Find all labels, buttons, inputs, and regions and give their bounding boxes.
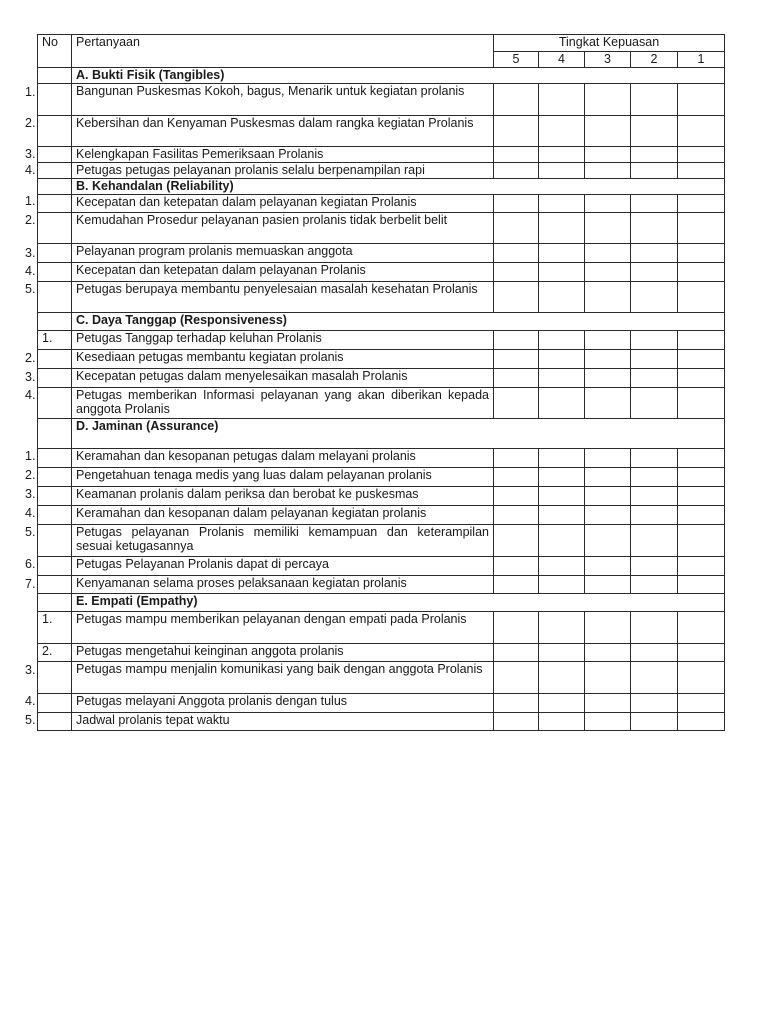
question-no-cell — [38, 644, 72, 662]
rating-cell-3[interactable] — [585, 350, 631, 369]
rating-cell-3[interactable] — [585, 195, 631, 213]
rating-cell-1[interactable] — [678, 331, 725, 350]
rating-cell-5[interactable] — [494, 557, 539, 576]
rating-cell-2[interactable] — [631, 557, 678, 576]
score-header-5: 5 — [494, 52, 539, 68]
question-no-cell — [38, 487, 72, 506]
header-no: No — [38, 35, 72, 68]
rating-cell-4[interactable] — [539, 116, 585, 147]
question-row — [38, 213, 725, 244]
section-row — [38, 179, 725, 195]
rating-cell-1[interactable] — [678, 350, 725, 369]
question-text: Petugas memberikan Informasi pelayanan yang akan diberikan kepada anggota Prolanis — [72, 388, 494, 419]
rating-cell-5[interactable] — [494, 487, 539, 506]
rating-cell-5[interactable] — [494, 506, 539, 525]
rating-cell-3[interactable] — [585, 213, 631, 244]
question-row — [38, 525, 725, 557]
rating-cell-2[interactable] — [631, 694, 678, 713]
question-no-cell — [38, 147, 72, 163]
question-no-cell — [38, 213, 72, 244]
question-row — [38, 116, 725, 147]
question-row — [38, 282, 725, 313]
rating-cell-4[interactable] — [539, 213, 585, 244]
question-row — [38, 84, 725, 116]
question-text: Keramahan dan kesopanan petugas dalam melayani prolanis — [72, 449, 494, 468]
rating-cell-5[interactable] — [494, 84, 539, 116]
section-row — [38, 419, 725, 449]
question-no-cell — [38, 506, 72, 525]
rating-cell-2[interactable] — [631, 244, 678, 263]
rating-cell-3[interactable] — [585, 506, 631, 525]
question-number: 4. — [25, 263, 36, 278]
rating-cell-5[interactable] — [494, 350, 539, 369]
rating-cell-5[interactable] — [494, 713, 539, 731]
rating-cell-3[interactable] — [585, 694, 631, 713]
rating-cell-4[interactable] — [539, 244, 585, 263]
rating-cell-5[interactable] — [494, 612, 539, 644]
question-text: Petugas mampu memberikan pelayanan dengan empati pada Prolanis — [72, 612, 494, 644]
question-row — [38, 331, 725, 350]
section-row — [38, 594, 725, 612]
question-row — [38, 163, 725, 179]
rating-cell-5[interactable] — [494, 388, 539, 419]
question-number: 3. — [25, 662, 36, 677]
rating-cell-2[interactable] — [631, 525, 678, 557]
rating-cell-2[interactable] — [631, 282, 678, 313]
section-no-cell — [38, 313, 72, 331]
question-text: Kesediaan petugas membantu kegiatan prolanis — [72, 350, 494, 369]
rating-cell-2[interactable] — [631, 662, 678, 694]
question-row — [38, 244, 725, 263]
section-row — [38, 68, 725, 84]
rating-cell-4[interactable] — [539, 388, 585, 419]
score-header-1: 1 — [678, 52, 725, 68]
rating-cell-1[interactable] — [678, 694, 725, 713]
question-text: Petugas berupaya membantu penyelesaian masalah kesehatan Prolanis — [72, 282, 494, 313]
question-no-cell — [38, 369, 72, 388]
rating-cell-3[interactable] — [585, 147, 631, 163]
rating-cell-2[interactable] — [631, 331, 678, 350]
question-no-cell — [38, 388, 72, 419]
question-number: 3. — [25, 369, 36, 384]
rating-cell-4[interactable] — [539, 694, 585, 713]
question-text: Kelengkapan Fasilitas Pemeriksaan Prolanis — [72, 147, 494, 163]
rating-cell-3[interactable] — [585, 487, 631, 506]
question-no-cell — [38, 163, 72, 179]
rating-cell-2[interactable] — [631, 163, 678, 179]
section-no-cell — [38, 594, 72, 612]
rating-cell-5[interactable] — [494, 468, 539, 487]
question-number: 5. — [25, 281, 36, 296]
rating-cell-2[interactable] — [631, 263, 678, 282]
rating-cell-1[interactable] — [678, 468, 725, 487]
rating-cell-5[interactable] — [494, 449, 539, 468]
question-text: Petugas Pelayanan Prolanis dapat di percaya — [72, 557, 494, 576]
question-no-cell — [38, 84, 72, 116]
rating-cell-1[interactable] — [678, 388, 725, 419]
rating-cell-1[interactable] — [678, 244, 725, 263]
rating-cell-1[interactable] — [678, 612, 725, 644]
question-text: Bangunan Puskesmas Kokoh, bagus, Menarik untuk kegiatan prolanis — [72, 84, 494, 116]
question-text: Kenyamanan selama proses pelaksanaan kegiatan prolanis — [72, 576, 494, 594]
rating-cell-3[interactable] — [585, 369, 631, 388]
question-no-cell — [38, 468, 72, 487]
rating-cell-1[interactable] — [678, 195, 725, 213]
rating-cell-1[interactable] — [678, 576, 725, 594]
question-text: Pengetahuan tenaga medis yang luas dalam pelayanan prolanis — [72, 468, 494, 487]
question-row — [38, 662, 725, 694]
question-number: 1. — [25, 448, 36, 463]
rating-cell-5[interactable] — [494, 694, 539, 713]
rating-cell-4[interactable] — [539, 644, 585, 662]
score-header-2: 2 — [631, 52, 678, 68]
rating-cell-2[interactable] — [631, 644, 678, 662]
question-no-cell — [38, 282, 72, 313]
rating-cell-2[interactable] — [631, 116, 678, 147]
question-number: 3. — [25, 486, 36, 501]
rating-cell-3[interactable] — [585, 388, 631, 419]
question-text: Keramahan dan kesopanan dalam pelayanan kegiatan prolanis — [72, 506, 494, 525]
rating-cell-2[interactable] — [631, 576, 678, 594]
question-text: Petugas Tanggap terhadap keluhan Prolanis — [72, 331, 494, 350]
question-row — [38, 369, 725, 388]
rating-cell-4[interactable] — [539, 557, 585, 576]
question-number: 4. — [25, 693, 36, 708]
rating-cell-3[interactable] — [585, 331, 631, 350]
rating-cell-5[interactable] — [494, 576, 539, 594]
question-text: Kecepatan petugas dalam menyelesaikan masalah Prolanis — [72, 369, 494, 388]
question-number: 3. — [25, 245, 36, 260]
rating-cell-3[interactable] — [585, 449, 631, 468]
rating-cell-3[interactable] — [585, 84, 631, 116]
question-row — [38, 694, 725, 713]
section-no-cell — [38, 179, 72, 195]
rating-cell-1[interactable] — [678, 213, 725, 244]
question-number: 3. — [25, 146, 36, 161]
question-row — [38, 557, 725, 576]
rating-cell-5[interactable] — [494, 282, 539, 313]
rating-cell-3[interactable] — [585, 525, 631, 557]
question-no-cell — [38, 350, 72, 369]
question-number: 5. — [25, 524, 36, 539]
section-title: D. Jaminan (Assurance) — [72, 419, 725, 449]
rating-cell-1[interactable] — [678, 449, 725, 468]
rating-cell-4[interactable] — [539, 506, 585, 525]
rating-cell-5[interactable] — [494, 331, 539, 350]
section-title: E. Empati (Empathy) — [72, 594, 725, 612]
question-number: 2. — [42, 644, 53, 658]
section-row — [38, 313, 725, 331]
question-no-cell — [38, 713, 72, 731]
rating-cell-2[interactable] — [631, 213, 678, 244]
rating-cell-2[interactable] — [631, 487, 678, 506]
question-text: Kecepatan dan ketepatan dalam pelayanan Prolanis — [72, 263, 494, 282]
rating-cell-1[interactable] — [678, 147, 725, 163]
question-row — [38, 576, 725, 594]
question-number: 5. — [25, 712, 36, 727]
question-no-cell — [38, 612, 72, 644]
rating-cell-1[interactable] — [678, 263, 725, 282]
rating-cell-1[interactable] — [678, 282, 725, 313]
question-number: 4. — [25, 387, 36, 402]
question-text: Keamanan prolanis dalam periksa dan berobat ke puskesmas — [72, 487, 494, 506]
question-no-cell — [38, 576, 72, 594]
question-row — [38, 612, 725, 644]
section-title: C. Daya Tanggap (Responsiveness) — [72, 313, 725, 331]
header-pertanyaan: Pertanyaan — [72, 35, 494, 68]
rating-cell-4[interactable] — [539, 263, 585, 282]
rating-cell-5[interactable] — [494, 116, 539, 147]
question-no-cell — [38, 694, 72, 713]
question-no-cell — [38, 449, 72, 468]
question-row — [38, 263, 725, 282]
rating-cell-3[interactable] — [585, 116, 631, 147]
rating-cell-3[interactable] — [585, 244, 631, 263]
rating-cell-4[interactable] — [539, 282, 585, 313]
rating-cell-4[interactable] — [539, 163, 585, 179]
rating-cell-3[interactable] — [585, 468, 631, 487]
rating-cell-4[interactable] — [539, 350, 585, 369]
rating-cell-5[interactable] — [494, 369, 539, 388]
question-text: Pelayanan program prolanis memuaskan anggota — [72, 244, 494, 263]
rating-cell-2[interactable] — [631, 84, 678, 116]
rating-cell-4[interactable] — [539, 84, 585, 116]
rating-cell-4[interactable] — [539, 195, 585, 213]
rating-cell-3[interactable] — [585, 662, 631, 694]
rating-cell-2[interactable] — [631, 147, 678, 163]
section-title: A. Bukti Fisik (Tangibles) — [72, 68, 725, 84]
rating-cell-4[interactable] — [539, 468, 585, 487]
rating-cell-1[interactable] — [678, 369, 725, 388]
rating-cell-5[interactable] — [494, 263, 539, 282]
question-row — [38, 147, 725, 163]
rating-cell-4[interactable] — [539, 576, 585, 594]
rating-cell-5[interactable] — [494, 525, 539, 557]
question-number: 1. — [42, 331, 53, 345]
rating-cell-4[interactable] — [539, 449, 585, 468]
question-no-cell — [38, 662, 72, 694]
rating-cell-2[interactable] — [631, 468, 678, 487]
question-text: Petugas mengetahui keinginan anggota prolanis — [72, 644, 494, 662]
satisfaction-questionnaire-table — [37, 34, 725, 731]
header-row — [38, 35, 725, 52]
rating-cell-1[interactable] — [678, 662, 725, 694]
rating-cell-1[interactable] — [678, 644, 725, 662]
question-no-cell — [38, 116, 72, 147]
question-row — [38, 713, 725, 731]
rating-cell-3[interactable] — [585, 557, 631, 576]
rating-cell-3[interactable] — [585, 163, 631, 179]
question-row — [38, 449, 725, 468]
rating-cell-3[interactable] — [585, 612, 631, 644]
question-text: Kecepatan dan ketepatan dalam pelayanan kegiatan Prolanis — [72, 195, 494, 213]
rating-cell-3[interactable] — [585, 644, 631, 662]
score-header-4: 4 — [539, 52, 585, 68]
rating-cell-4[interactable] — [539, 147, 585, 163]
rating-cell-5[interactable] — [494, 195, 539, 213]
question-no-cell — [38, 525, 72, 557]
rating-cell-4[interactable] — [539, 369, 585, 388]
question-number: 6. — [25, 556, 36, 571]
rating-cell-2[interactable] — [631, 449, 678, 468]
question-number: 1. — [25, 84, 36, 99]
rating-cell-3[interactable] — [585, 282, 631, 313]
rating-cell-5[interactable] — [494, 662, 539, 694]
rating-cell-4[interactable] — [539, 713, 585, 731]
rating-cell-5[interactable] — [494, 244, 539, 263]
question-row — [38, 487, 725, 506]
question-no-cell — [38, 195, 72, 213]
question-text: Kemudahan Prosedur pelayanan pasien prolanis tidak berbelit belit — [72, 213, 494, 244]
rating-cell-5[interactable] — [494, 213, 539, 244]
question-number: 2. — [25, 212, 36, 227]
rating-cell-2[interactable] — [631, 612, 678, 644]
question-no-cell — [38, 263, 72, 282]
rating-cell-1[interactable] — [678, 116, 725, 147]
rating-cell-3[interactable] — [585, 263, 631, 282]
section-title: B. Kehandalan (Reliability) — [72, 179, 725, 195]
rating-cell-2[interactable] — [631, 506, 678, 525]
header-tingkat-kepuasan: Tingkat Kepuasan — [494, 35, 725, 52]
rating-cell-2[interactable] — [631, 350, 678, 369]
question-row — [38, 388, 725, 419]
rating-cell-4[interactable] — [539, 331, 585, 350]
score-header-3: 3 — [585, 52, 631, 68]
rating-cell-2[interactable] — [631, 388, 678, 419]
rating-cell-2[interactable] — [631, 369, 678, 388]
rating-cell-1[interactable] — [678, 506, 725, 525]
question-row — [38, 195, 725, 213]
rating-cell-2[interactable] — [631, 195, 678, 213]
question-number: 1. — [25, 193, 36, 208]
question-number: 7. — [25, 576, 36, 591]
section-no-cell — [38, 68, 72, 84]
question-number: 4. — [25, 162, 36, 177]
rating-cell-1[interactable] — [678, 84, 725, 116]
rating-cell-1[interactable] — [678, 557, 725, 576]
question-text: Petugas melayani Anggota prolanis dengan tulus — [72, 694, 494, 713]
question-row — [38, 506, 725, 525]
question-number: 2. — [25, 115, 36, 130]
rating-cell-5[interactable] — [494, 147, 539, 163]
section-no-cell — [38, 419, 72, 449]
question-text: Kebersihan dan Kenyaman Puskesmas dalam rangka kegiatan Prolanis — [72, 116, 494, 147]
rating-cell-5[interactable] — [494, 644, 539, 662]
question-no-cell — [38, 557, 72, 576]
question-text: Jadwal prolanis tepat waktu — [72, 713, 494, 731]
question-row — [38, 468, 725, 487]
rating-cell-3[interactable] — [585, 576, 631, 594]
question-text: Petugas pelayanan Prolanis memiliki kemampuan dan keterampilan sesuai ketugasannya — [72, 525, 494, 557]
question-text: Petugas petugas pelayanan prolanis selalu berpenampilan rapi — [72, 163, 494, 179]
rating-cell-4[interactable] — [539, 487, 585, 506]
question-number: 1. — [42, 612, 53, 626]
question-text: Petugas mampu menjalin komunikasi yang baik dengan anggota Prolanis — [72, 662, 494, 694]
question-row — [38, 644, 725, 662]
question-no-cell — [38, 331, 72, 350]
rating-cell-1[interactable] — [678, 525, 725, 557]
rating-cell-1[interactable] — [678, 713, 725, 731]
rating-cell-1[interactable] — [678, 163, 725, 179]
rating-cell-5[interactable] — [494, 163, 539, 179]
rating-cell-1[interactable] — [678, 487, 725, 506]
question-number: 4. — [25, 505, 36, 520]
rating-cell-3[interactable] — [585, 713, 631, 731]
question-number: 2. — [25, 467, 36, 482]
question-no-cell — [38, 244, 72, 263]
rating-cell-4[interactable] — [539, 525, 585, 557]
rating-cell-4[interactable] — [539, 612, 585, 644]
rating-cell-2[interactable] — [631, 713, 678, 731]
question-number: 2. — [25, 350, 36, 365]
question-row — [38, 350, 725, 369]
rating-cell-4[interactable] — [539, 662, 585, 694]
